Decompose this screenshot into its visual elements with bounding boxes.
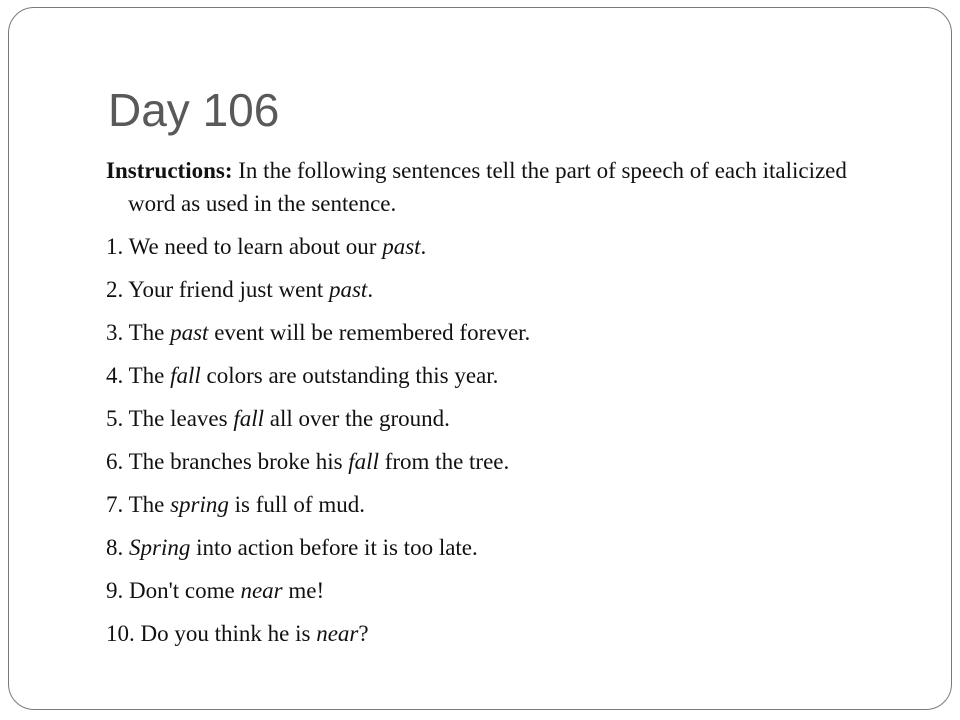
- sentence-text: 2. Your friend just went: [106, 277, 329, 302]
- sentence-item-9: [106, 574, 886, 607]
- sentence-text: 9. Don't come: [106, 578, 241, 603]
- slide-title: Day 106: [108, 84, 280, 136]
- sentence-text: all over the ground.: [263, 406, 450, 431]
- slide-body: [106, 154, 886, 660]
- sentence-text: 3. The: [106, 320, 171, 345]
- sentence-text: 8.: [106, 535, 129, 560]
- sentence-text: 1. We need to learn about our: [106, 234, 383, 259]
- sentence-text: colors are outstanding this year.: [200, 363, 499, 388]
- sentence-text: 4. The: [106, 363, 171, 388]
- italicized-word: Spring: [129, 535, 191, 560]
- italicized-word: fall: [348, 449, 379, 474]
- italicized-word: past: [170, 320, 209, 345]
- sentence-text: me!: [282, 578, 325, 603]
- sentence-text: .: [420, 234, 427, 259]
- sentence-text: 6. The branches broke his: [106, 449, 349, 474]
- sentence-text: into action before it is too late.: [190, 535, 478, 560]
- sentence-item-2: [106, 273, 886, 306]
- instructions-paragraph: [106, 154, 886, 220]
- sentence-text: from the tree.: [378, 449, 510, 474]
- sentence-text: 7. The: [106, 492, 171, 517]
- italicized-word: spring: [170, 492, 229, 517]
- sentence-item-8: [106, 531, 886, 564]
- instructions-label: Instructions:: [106, 158, 233, 183]
- italicized-word: near: [240, 578, 283, 603]
- sentence-text: ?: [358, 621, 369, 646]
- sentence-text: .: [367, 277, 374, 302]
- sentence-item-10: [106, 617, 886, 650]
- italicized-word: near: [316, 621, 359, 646]
- sentence-text: event will be remembered forever.: [208, 320, 531, 345]
- sentence-text: 5. The leaves: [106, 406, 234, 431]
- sentence-item-4: [106, 359, 886, 392]
- sentence-text: is full of mud.: [228, 492, 365, 517]
- sentence-item-5: [106, 402, 886, 435]
- sentence-item-1: [106, 230, 886, 263]
- italicized-word: fall: [170, 363, 201, 388]
- sentence-text: 10. Do you think he is: [106, 621, 317, 646]
- italicized-word: past: [382, 234, 421, 259]
- sentence-item-3: [106, 316, 886, 349]
- italicized-word: fall: [233, 406, 264, 431]
- instructions-text: In the following sentences tell the part of speech of each italicized word as used in the sentence.: [128, 158, 847, 216]
- sentence-item-7: [106, 488, 886, 521]
- sentence-item-6: [106, 445, 886, 478]
- italicized-word: past: [328, 277, 368, 302]
